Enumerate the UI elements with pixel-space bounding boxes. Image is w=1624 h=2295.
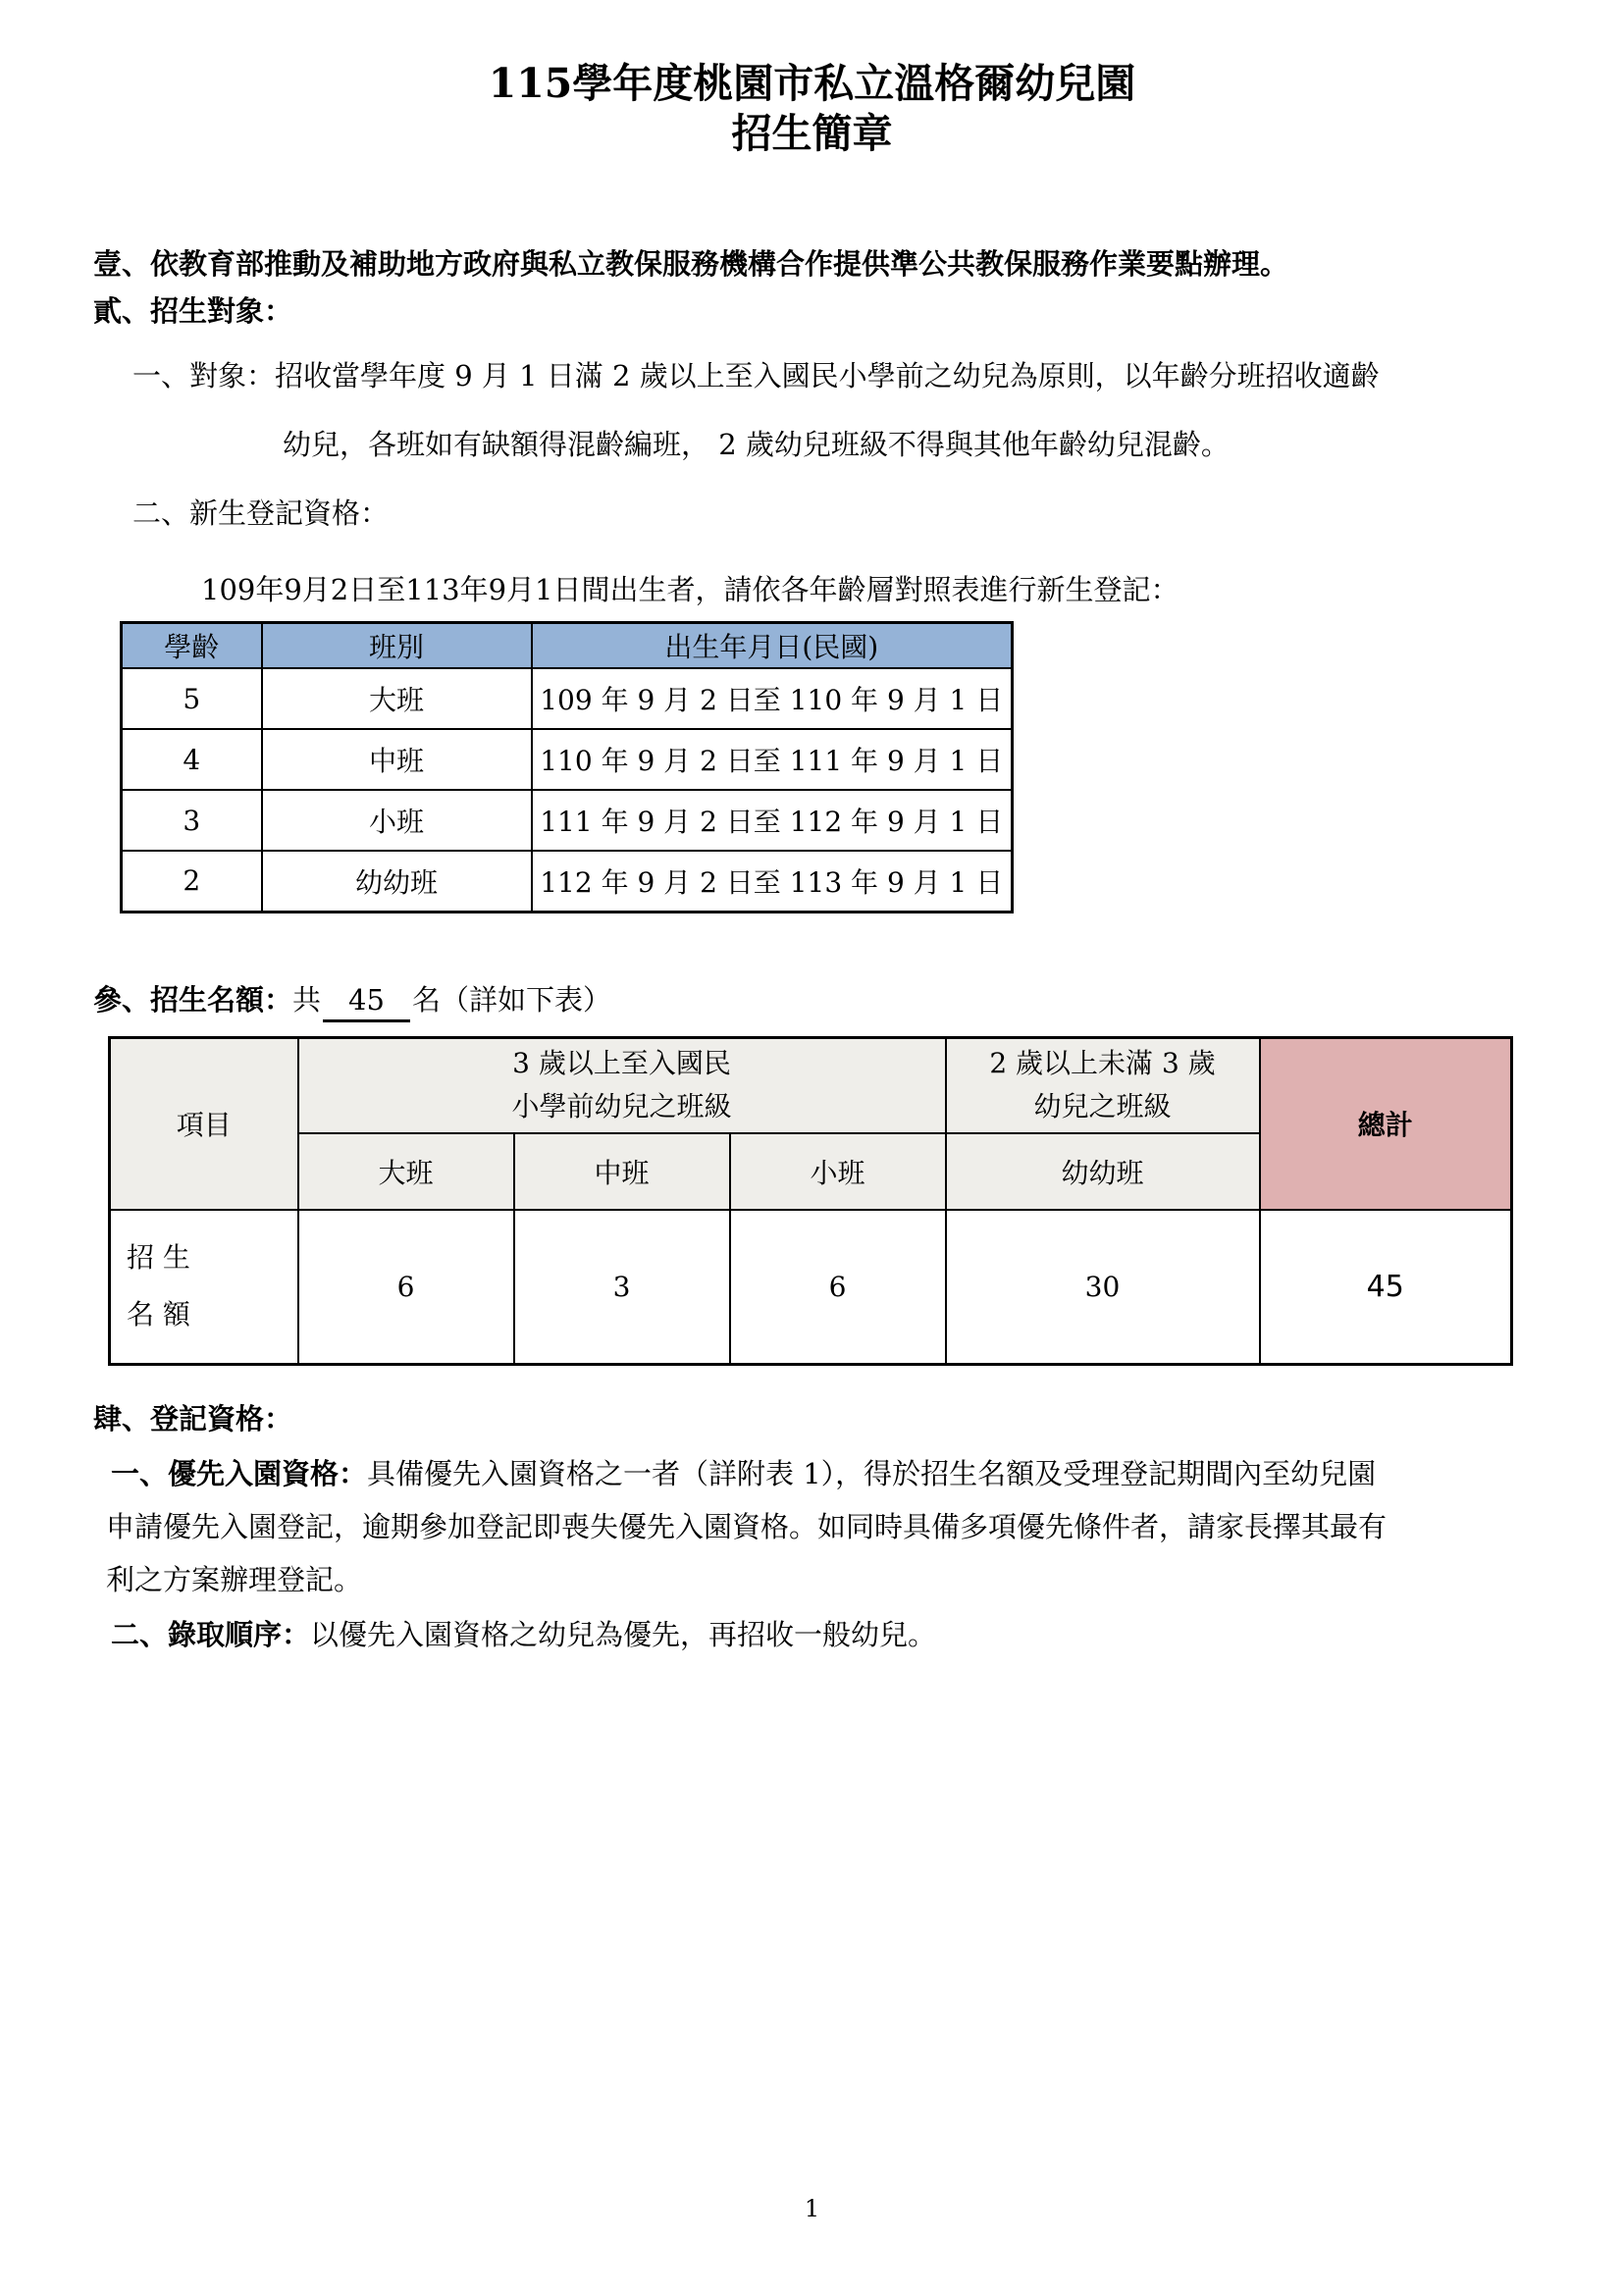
quota-value-toddler: 30 (946, 1210, 1260, 1364)
quota-value-middle: 3 (514, 1210, 730, 1364)
class-cell: 大班 (262, 668, 532, 729)
age-table-header-birthdate: 出生年月日(民國) (532, 622, 1013, 668)
quota-row-label-line-2: 名 額 (127, 1298, 190, 1331)
quota-pre-text: 共 (292, 982, 322, 1017)
registration-note: 109年9月2日至113年9月1日間出生者，請依各年齡層對照表進行新生登記： (201, 572, 1179, 606)
quota-row-label (110, 1210, 298, 1364)
birthdate-cell: 112 年 9 月 2 日至 113 年 9 月 1 日 (532, 851, 1013, 912)
age-cell: 4 (122, 729, 262, 790)
quota-table-header-row-1 (110, 1037, 1512, 1133)
priority-qualification-text: 具備優先入園資格之一者（詳附表 1），得於招生名額及受理登記期間內至幼兒園 (367, 1456, 1377, 1490)
quota-post-text: 名（詳如下表） (411, 982, 611, 1017)
registration-item-1-line-2: 申請優先入園登記，逾期參加登記即喪失優先入園資格。如同時具備多項優先條件者，請家長擇其最有 (106, 1509, 1388, 1543)
group-under3-line-2: 幼兒之班級 (1033, 1090, 1172, 1123)
registration-item-1-line-3: 利之方案辦理登記。 (106, 1562, 363, 1596)
table-row (122, 790, 1013, 851)
admission-order-label: 二、錄取順序： (111, 1617, 311, 1651)
quota-value-junior: 6 (730, 1210, 946, 1364)
quota-value-senior: 6 (298, 1210, 514, 1364)
target-item-2: 二、新生登記資格： (132, 496, 390, 530)
class-cell: 中班 (262, 729, 532, 790)
age-cell: 2 (122, 851, 262, 912)
group-under3-line-1: 2 歲以上未滿 3 歲 (989, 1047, 1216, 1080)
target-item-1-line-1: 一、對象：招收當學年度 9 月 1 日滿 2 歲以上至入國民小學前之幼兒為原則，以年齡分班招收適齡 (132, 358, 1380, 392)
quota-count: 45 (323, 980, 410, 1022)
section-2-heading: 貳、招生對象： (93, 293, 293, 328)
table-row (122, 851, 1013, 912)
quota-row-label-line-1: 招 生 (127, 1241, 190, 1275)
age-table-header-row (122, 622, 1013, 668)
subheader-toddler-class: 幼幼班 (946, 1133, 1260, 1210)
age-class-table (120, 621, 1014, 913)
quota-header-total: 總計 (1260, 1037, 1512, 1210)
birthdate-cell: 111 年 9 月 2 日至 112 年 9 月 1 日 (532, 790, 1013, 851)
section-3-heading (93, 980, 1624, 1022)
age-table-header-class: 班別 (262, 622, 532, 668)
quota-table-data-row (110, 1210, 1512, 1364)
age-cell: 5 (122, 668, 262, 729)
table-row (122, 668, 1013, 729)
section-4-heading: 肆、登記資格： (93, 1401, 293, 1435)
age-cell: 3 (122, 790, 262, 851)
quota-heading-label: 參、招生名額： (93, 982, 293, 1017)
page-subtitle: 招生簡章 (731, 110, 893, 158)
registration-item-1-line-1 (111, 1454, 1624, 1493)
table-row (122, 729, 1013, 790)
enrollment-quota-table (108, 1036, 1513, 1366)
page-title: 115學年度桃園市私立溫格爾幼兒園 (488, 60, 1136, 107)
registration-item-2 (111, 1615, 1624, 1654)
section-1-heading: 壹、依教育部推動及補助地方政府與私立教保服務機構合作提供準公共教保服務作業要點辦理。 (93, 246, 1289, 281)
class-cell: 幼幼班 (262, 851, 532, 912)
birthdate-cell: 109 年 9 月 2 日至 110 年 9 月 1 日 (532, 668, 1013, 729)
class-cell: 小班 (262, 790, 532, 851)
group-over3-line-2: 小學前幼兒之班級 (511, 1090, 732, 1123)
subheader-middle-class: 中班 (514, 1133, 730, 1210)
subheader-senior-class: 大班 (298, 1133, 514, 1210)
document-title-block (0, 0, 1624, 160)
age-table-header-age: 學齡 (122, 622, 262, 668)
quota-header-group-over3 (298, 1037, 946, 1133)
quota-value-total: 45 (1260, 1210, 1512, 1364)
quota-header-group-under3 (946, 1037, 1260, 1133)
target-item-1-line-2: 幼兒，各班如有缺額得混齡編班， 2 歲幼兒班級不得與其他年齡幼兒混齡。 (283, 427, 1230, 461)
admission-order-text: 以優先入園資格之幼兒為優先，再招收一般幼兒。 (310, 1617, 937, 1651)
page-number: 1 (804, 2195, 820, 2222)
priority-qualification-label: 一、優先入園資格： (111, 1456, 368, 1490)
quota-header-item: 項目 (110, 1037, 298, 1210)
subheader-junior-class: 小班 (730, 1133, 946, 1210)
group-over3-line-1: 3 歲以上至入國民 (512, 1047, 731, 1080)
birthdate-cell: 110 年 9 月 2 日至 111 年 9 月 1 日 (532, 729, 1013, 790)
